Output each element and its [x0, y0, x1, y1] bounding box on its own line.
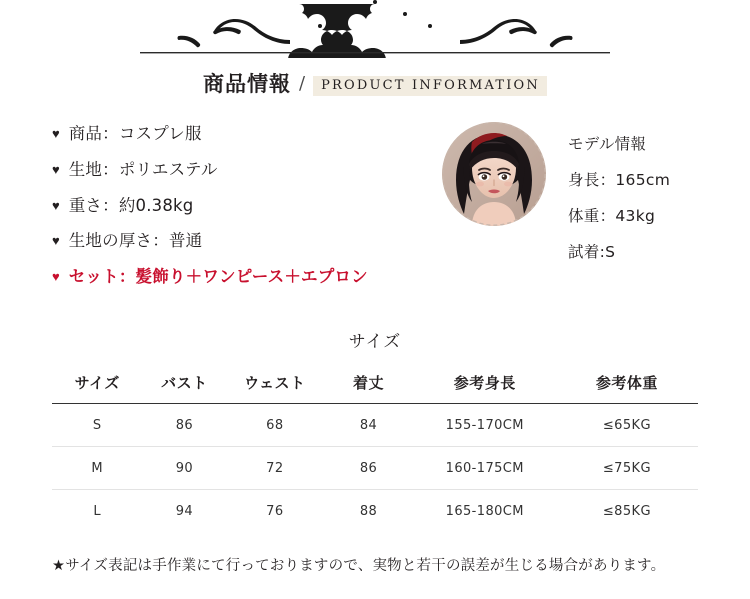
column-header-ref-height: 参考身長	[414, 366, 556, 404]
list-item	[52, 267, 432, 287]
model-weight: 体重：43kg	[568, 207, 656, 225]
page-title-jp: 商品情報	[202, 71, 291, 96]
column-header-length: 着丈	[323, 366, 413, 404]
cell-ref-weight: ≤75KG	[556, 446, 698, 489]
model-block	[442, 122, 670, 262]
cell-bust: 94	[175, 503, 194, 519]
column-header-size: サイズ	[52, 366, 142, 404]
table-header	[52, 366, 698, 404]
model-portrait-photo-icon	[442, 122, 546, 226]
column-header-ref-weight: 参考体重	[556, 366, 698, 404]
spec-label: セット：髪飾り＋ワンピース＋エプロン	[68, 267, 368, 287]
cell-waist: 68	[226, 403, 323, 446]
cell-length: 88	[359, 503, 378, 519]
table-row	[52, 403, 698, 446]
size-table	[52, 366, 698, 532]
model-fitting-size: 試着:S	[568, 243, 616, 261]
cell-size: L	[93, 503, 102, 519]
table-row	[52, 489, 698, 532]
cell-bust: 90	[142, 446, 226, 489]
model-info-title: モデル情報	[568, 135, 647, 153]
column-header-bust: バスト	[142, 366, 226, 404]
avatar	[442, 122, 546, 226]
cell-ref-weight: ≤85KG	[602, 503, 651, 519]
model-height: 身長：165cm	[568, 171, 671, 189]
heart-icon: ♥	[52, 233, 60, 249]
spec-label: 生地：ポリエステル	[68, 159, 218, 179]
product-spec-list	[52, 122, 432, 287]
heart-icon: ♥	[52, 126, 60, 141]
model-info	[568, 122, 670, 262]
table-row	[52, 446, 698, 489]
cell-ref-height: 160-175CM	[414, 446, 556, 489]
list-item	[52, 231, 432, 251]
list-item	[52, 196, 432, 216]
size-table-wrapper	[0, 366, 750, 532]
list-item	[52, 160, 432, 180]
size-section-heading: サイズ	[348, 331, 402, 352]
cell-length: 84	[323, 403, 413, 446]
cell-ref-height: 165-180CM	[445, 503, 524, 519]
cell-waist: 72	[226, 446, 323, 489]
spec-label: 生地の厚さ：普通	[68, 231, 203, 251]
cell-size: M	[52, 446, 142, 489]
title-separator: /	[298, 73, 306, 94]
cell-size: S	[52, 403, 142, 446]
table-body	[52, 403, 698, 532]
floral-ornament-divider-icon	[140, 0, 610, 58]
header-ornament	[0, 0, 750, 58]
cell-waist: 76	[266, 503, 284, 519]
heart-icon: ♥	[52, 161, 60, 177]
page-title-en-badge: PRODUCT INFORMATION	[313, 76, 547, 96]
size-disclaimer-note: ★サイズ表記は手作業にて行っておりますので、実物と若干の誤差が生じる場合があります。	[52, 557, 666, 574]
heart-icon: ♥	[52, 197, 60, 213]
spec-label: 商品：コスプレ服	[68, 124, 202, 143]
cell-length: 86	[323, 446, 413, 489]
page-title	[0, 62, 750, 96]
list-item	[52, 124, 432, 144]
cell-ref-height: 155-170CM	[414, 403, 556, 446]
cell-bust: 86	[142, 403, 226, 446]
table-header-row	[52, 366, 698, 404]
spec-label: 重さ：約0.38kg	[68, 195, 194, 215]
heart-icon: ♥	[52, 269, 60, 285]
product-info-section	[0, 122, 750, 287]
cell-ref-weight: ≤65KG	[556, 403, 698, 446]
column-header-waist: ウェスト	[226, 366, 323, 404]
